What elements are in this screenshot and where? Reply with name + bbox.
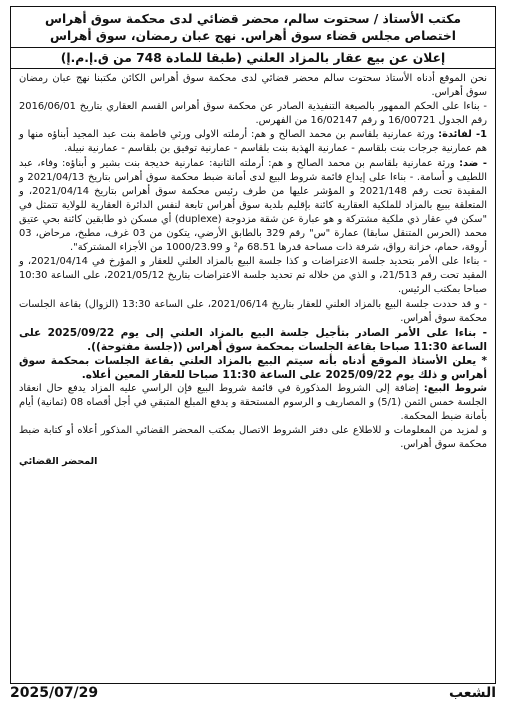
sale-date-paragraph: - و قد حددت جلسة البيع بالمزاد العلني للعقار بتاريخ 2021/06/14، على الساعة 13:30 (الزوال) بقاعة الجلسات محكمة سوق أهراس. bbox=[19, 298, 487, 324]
signature: المحضر القضائي bbox=[19, 455, 98, 467]
newspaper-name: الشعب bbox=[448, 685, 496, 701]
sale-announcement-paragraph: * يعلن الأستاذ الموقع أدناه بأنه سيتم البيع بالمزاد العلني بقاعة الجلسات بمحكمة سوق أهراس و ذلك يوم 2025/09/22 على الساعة 11:30 صباحا للعقار المعين أعلاه. bbox=[19, 354, 487, 381]
against-paragraph bbox=[19, 157, 487, 256]
office-line: مكتب الأستاذ / سحتوت سالم، محضر قضائي لدى محكمة سوق أهراس bbox=[45, 12, 461, 26]
hearing-order-paragraph: - بناءا على الأمر بتحديد جلسة الاعتراضات و كذا جلسة البيع بالمزاد العلني للعقار و المؤرخ في 2021/04/14، و المقيد تحت رقم 21/513، و الذي من خلاله تم تحديد جلسة الاعتراضات بتاريخ 2021/05/12، على الساعة 10:30 صباحا بمكتب الرئيس. bbox=[19, 256, 487, 296]
sale-conditions-label: شروط البيع: bbox=[423, 383, 487, 395]
beneficiary-label: 1- لفائدة: bbox=[438, 129, 487, 141]
announcement-frame bbox=[10, 6, 496, 684]
judgment-paragraph: - بناءا على الحكم الممهور بالصيغة التنفيذية الصادر عن محكمة سوق أهراس القسم العقاري بتاريخ 2016/06/01 رقم الجدول 16/00721 و رقم 16/02147 من الفهرس. bbox=[19, 101, 487, 127]
announcement-title: إعلان عن بيع عقار بالمزاد العلني (طبقا للمادة 748 من ق.إ.م.إ) bbox=[11, 47, 495, 69]
jurisdiction-line: اختصاص مجلس قضاء سوق أهراس. نهج عبان رمضان، سوق أهراس bbox=[50, 29, 456, 43]
intro-paragraph: نحن الموقع أدناه الأستاذ سحتوت سالم محضر قضائي لدى محكمة سوق أهراس الكائن مكتبنا نهج عبان رمضان سوق أهراس. bbox=[19, 73, 487, 99]
postponement-paragraph: - بناءا على الأمر الصادر بتأجيل جلسة البيع بالمزاد العلني إلى يوم 2025/09/22 على الساعة 11:30 صباحا بقاعة الجلسات بمحكمة سوق أهراس ((جلسة مفتوحة)). bbox=[19, 326, 487, 353]
publication-date: 2025/07/29 bbox=[10, 685, 99, 701]
beneficiary-paragraph bbox=[19, 128, 487, 156]
against-text: ورثة عمارنية بلقاسم بن محمد الصالح و هم: أرملته الثانية: عمارنية خديجة بنت بشير و أبناؤه: وفاء، عبد اللطيف و أسامة. - بناءا على إيداع قائمة شروط البيع لدى أمانة ضبط محكمة سوق أهراس بتاريخ 2021/04/13 و المقيدة تحت رقم 2021/148 و المؤشر عليها من طرف رئيس محكمة سوق أهراس بتاريخ 2021/04/14، و المتعلقة ببيع بالمزاد للملكية العقارية كائنة بإقليم بلدية سوق أهراس تابعة لنفس الدائرة العقارية للولاية تتمثل في "سكن في عقار ذي ملكية مشتركة و هو عبارة عن شقة مزدوجة (duplexe) أي مسكن ذو طابقين كائنة بحي عتيق محمد (الحرس المتنقل سابقا) عمارة "س" رقم 329 بالطابق الأرضي، يتكون من 03 غرف، مطبخ، مرحاض، 03 أروقة، حمام، خزانة رواق، شرفة ذات مساحة قدرها 68.51 م² و 1000/23.99 من الأجزاء المشتركة". bbox=[19, 157, 487, 254]
announcement-body bbox=[19, 72, 487, 469]
sale-conditions-paragraph bbox=[19, 382, 487, 424]
contact-paragraph: و لمزيد من المعلومات و للاطلاع على دفتر الشروط الاتصال بمكتب المحضر القضائي المذكور أعلاه أو كتابة ضبط محكمة سوق أهراس. bbox=[19, 425, 487, 451]
beneficiary-text: ورثة عمارنية بلقاسم بن محمد الصالح و هم: أرملته الاولى ورثي فاطمة بنت عبد المجيد أبناؤه منها و هم عمارنية جرجات بنت بلقاسم - عمارنية الهذبة بنت بلقاسم - عمارنية توفيق بن بلقاسم - عمارنية نبيلة. bbox=[19, 129, 487, 155]
newspaper-footer bbox=[10, 683, 496, 703]
against-label: - ضد: bbox=[459, 157, 487, 169]
sale-conditions-text: إضافة إلى الشروط المذكورة في قائمة شروط البيع فإن الراسي عليه المزاد يدفع حال انعقاد الجلسة خمس الثمن (5/1) و المصاريف و الرسوم المستحقة و يدفع المبلغ المتبقي في أجل أقصاه 08 (ثمانية) أيام بأمانة ضبط المحكمة. bbox=[19, 383, 487, 423]
